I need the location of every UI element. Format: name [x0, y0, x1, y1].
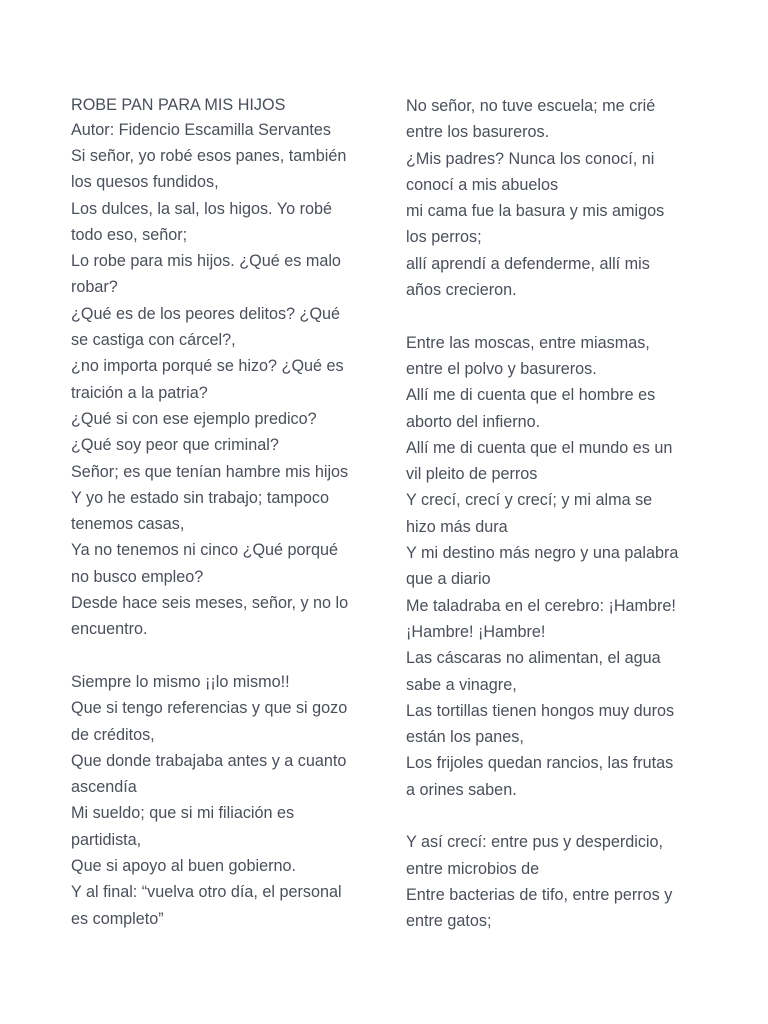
poem-line: se castiga con cárcel?,: [71, 331, 236, 350]
poem-line: a orines saben.: [406, 780, 517, 799]
poem-line: es completo”: [71, 909, 164, 928]
poem-line: ¿Qué soy peor que criminal?: [71, 436, 279, 455]
poem-line: sabe a vinagre,: [406, 675, 517, 694]
poem-line: entre gatos;: [406, 912, 492, 931]
poem-line: conocí a mis abuelos: [406, 175, 559, 194]
poem-line: Y crecí, crecí y crecí; y mi alma se: [406, 491, 653, 510]
poem-line: están los panes,: [406, 728, 524, 747]
poem-line: Y así crecí: entre pus y desperdicio,: [406, 833, 664, 852]
poem-line: entre el polvo y basureros.: [406, 359, 597, 378]
poem-line: Allí me di cuenta que el mundo es un: [406, 438, 673, 457]
poem-line: hizo más dura: [406, 517, 508, 536]
stanza-right-2: [406, 330, 706, 803]
poem-line: Entre bacterias de tifo, entre perros y: [406, 885, 673, 904]
poem-line: Mi sueldo; que si mi filiación es: [71, 804, 295, 823]
poem-line: Me taladraba en el cerebro: ¡Hambre!: [406, 596, 676, 615]
poem-line: tenemos casas,: [71, 515, 185, 534]
poem-line: Lo robe para mis hijos. ¿Qué es malo: [71, 252, 341, 271]
poem-line: los quesos fundidos,: [71, 173, 219, 192]
stanza-gap: [406, 303, 706, 329]
left-column: [71, 93, 371, 932]
poem-line: Los dulces, la sal, los higos. Yo robé: [71, 199, 332, 218]
stanza-left-1: [71, 143, 371, 643]
poem-line: ¿Qué es de los peores delitos? ¿Qué: [71, 304, 341, 323]
stanza-right-1: [406, 93, 706, 303]
poem-author: Autor: Fidencio Escamilla Servantes: [71, 121, 332, 139]
poem-line: ¿Qué si con ese ejemplo predico?: [71, 409, 317, 428]
poem-line: No señor, no tuve escuela; me crié: [406, 97, 656, 115]
poem-line: Señor; es que tenían hambre mis hijos: [71, 462, 349, 481]
poem-line: ascendía: [71, 778, 137, 797]
poem-line: partidista,: [71, 830, 142, 849]
poem-line: robar?: [71, 278, 118, 297]
poem-line: de créditos,: [71, 725, 155, 744]
poem-line: Los frijoles quedan rancios, las frutas: [406, 754, 674, 773]
poem-line: todo eso, señor;: [71, 225, 188, 244]
poem-line: ¿Mis padres? Nunca los conocí, ni: [406, 149, 655, 168]
poem-line: Si señor, yo robé esos panes, también: [71, 147, 347, 165]
poem-line: encuentro.: [71, 620, 148, 639]
poem-line: allí aprendí a defenderme, allí mis: [406, 254, 650, 273]
poem-line: Y mi destino más negro y una palabra: [406, 544, 679, 563]
poem-line: Que si apoyo al buen gobierno.: [71, 857, 296, 876]
poem-line: Siempre lo mismo ¡¡lo mismo!!: [71, 672, 290, 691]
poem-line: Entre las moscas, entre miasmas,: [406, 333, 650, 352]
stanza-gap: [406, 803, 706, 829]
poem-line: Y yo he estado sin trabajo; tampoco: [71, 488, 329, 507]
poem-line: Las cáscaras no alimentan, el agua: [406, 649, 661, 668]
poem-line: que a diario: [406, 570, 491, 589]
poem-title: ROBE PAN PARA MIS HIJOS: [71, 96, 286, 114]
poem-line: entre microbios de: [406, 859, 540, 878]
poem-line: Allí me di cuenta que el hombre es: [406, 386, 656, 405]
poem-line: no busco empleo?: [71, 567, 204, 586]
poem-line: vil pleito de perros: [406, 465, 538, 484]
poem-line: aborto del infierno.: [406, 412, 541, 431]
poem-line: entre los basureros.: [406, 123, 550, 142]
right-column: [406, 93, 706, 935]
poem-line: Desde hace seis meses, señor, y no lo: [71, 594, 349, 613]
poem-line: Que donde trabajaba antes y a cuanto: [71, 751, 347, 770]
stanza-right-3: [406, 829, 706, 934]
poem-line: Y al final: “vuelva otro día, el personal: [71, 883, 342, 902]
poem-line: los perros;: [406, 228, 482, 247]
poem-line: años crecieron.: [406, 281, 517, 300]
poem-line: Ya no tenemos ni cinco ¿Qué porqué: [71, 541, 338, 560]
poem-line: ¿no importa porqué se hizo? ¿Qué es: [71, 357, 344, 376]
poem-line: mi cama fue la basura y mis amigos: [406, 202, 665, 221]
poem-line: Las tortillas tienen hongos muy duros: [406, 701, 675, 720]
stanza-gap: [71, 643, 371, 669]
poem-line: traición a la patria?: [71, 383, 208, 402]
stanza-left-2: [71, 669, 371, 932]
poem-line: ¡Hambre! ¡Hambre!: [406, 622, 546, 641]
poem-line: Que si tengo referencias y que si gozo: [71, 699, 348, 718]
